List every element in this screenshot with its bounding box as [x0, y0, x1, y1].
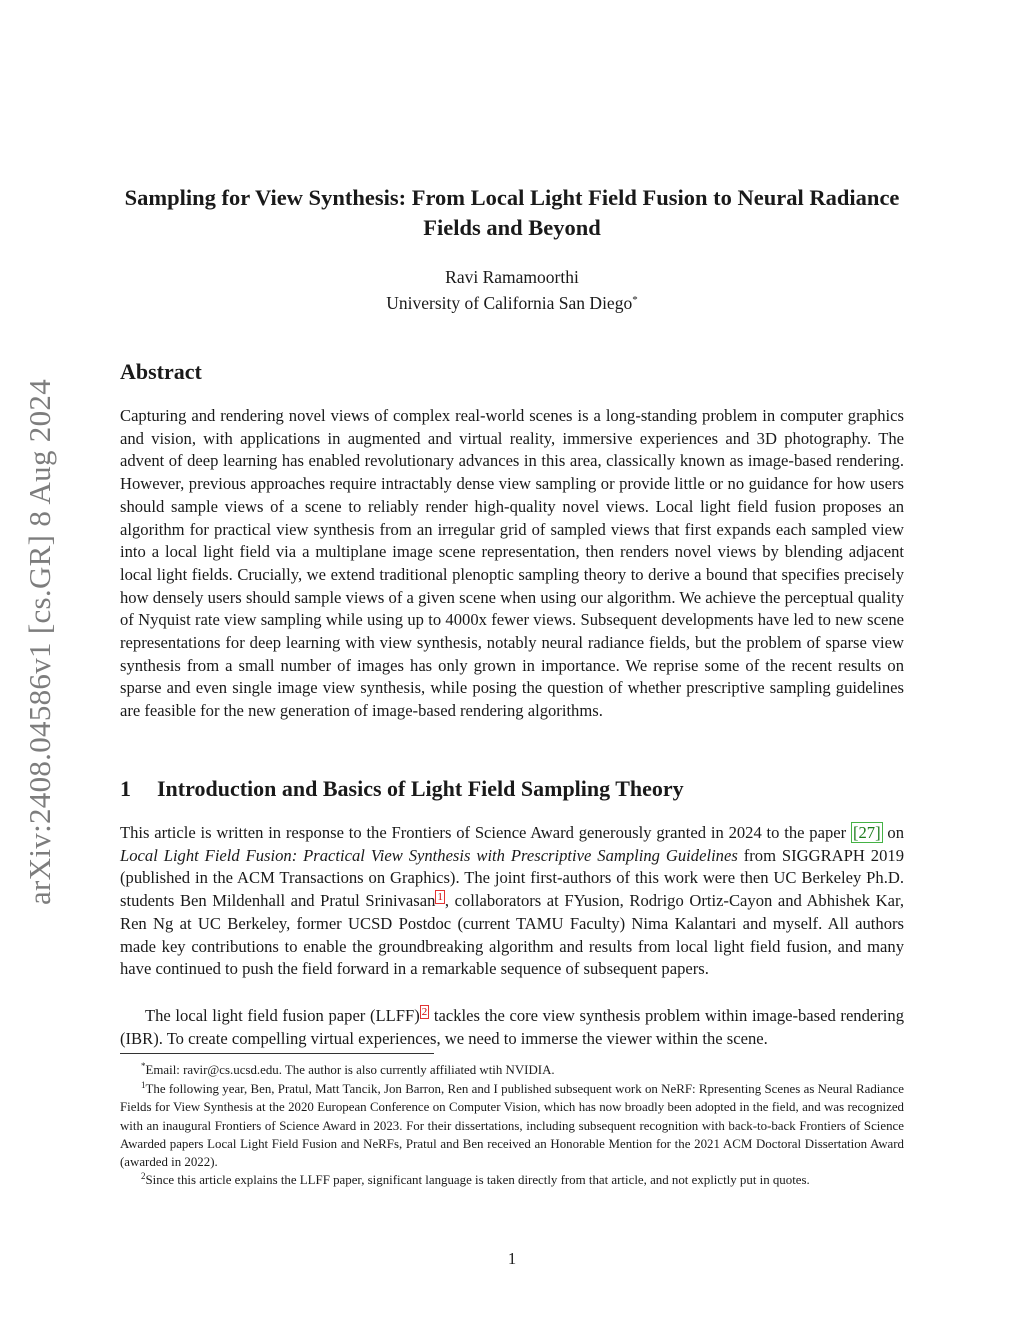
- page-number: 1: [507, 1249, 517, 1268]
- footnote-text: Since this article explains the LLFF paper, significant language is taken directly from that article, and not explictly put in quotes.: [145, 1173, 810, 1187]
- footnote-mark: 2: [141, 1171, 146, 1181]
- intro-text: The local light field fusion paper (LLFF): [145, 1006, 420, 1025]
- section-title: Introduction and Basics of Light Field Sampling Theory: [157, 776, 684, 801]
- intro-text: from SIGGRAPH 2019 (published in the ACM Transactions on Graphics). The joint first-authors of this work were then UC Berkeley Ph.D. students Ben Mildenhall and Pratul Srinivasan: [120, 845, 904, 911]
- section-number: 1: [120, 776, 131, 801]
- abstract-text: Capturing and rendering novel views of complex real-world scenes is a long-standing problem in computer graphics and vision, with applications in augmented and virtual reality, immersive experiences and 3D photography. The advent of deep learning has enabled revolutionary advances in this area, classically known as image-based rendering. However, previous approaches require intractably dense view sampling or provide little or no guidance for how users should sample views of a scene to reliably render high-quality novel views. Local light field fusion proposes an algorithm for practical view synthesis from an irregular grid of sampled views that first expands each sampled view into a local light field via a multiplane image scene representation, then renders novel views by blending adjacent local light fields. Crucially, we extend traditional plenoptic sampling theory to derive a bound that specifies precisely how densely users should sample views of a given scene when using our algorithm. We achieve the perceptual quality of Nyquist rate view sampling while using up to 4000x fewer views. Subsequent developments have led to new scene representations for deep learning with view synthesis, notably neural radiance fields, but the problem of sparse view synthesis from a small number of images has only grown in importance. We reprise some of the recent results on sparse and even single image view synthesis, while posing the question of whether prescriptive sampling guidelines are feasible for the new generation of image-based rendering algorithms.: [120, 406, 904, 721]
- intro-text: on: [882, 823, 904, 842]
- citation-link[interactable]: [27]: [852, 823, 881, 842]
- intro-text: tackles the core view synthesis problem within image-based rendering (IBR). To create compelling virtual experiences, we need to immerse the viewer within the scene.: [120, 1006, 904, 1048]
- arxiv-identifier: arXiv:2408.04586v1 [cs.GR] 8 Aug 2024: [22, 379, 57, 906]
- intro-text: This article is written in response to the Frontiers of Science Award generously granted in 2024 to the paper: [120, 823, 851, 842]
- affiliation-text: University of California San Diego: [386, 293, 633, 313]
- footnote-text: The following year, Ben, Pratul, Matt Tancik, Jon Barron, Ren and I published subsequent work on NeRF: Rpresenting Scenes as Neural Radiance Fields for View Synthesis at the 2020 European Conference on Computer Vision, which has now broadly been adopted in the field, and was recognized with an inaugural Frontiers of Science Award in 2023. For their dissertations, including subsequent recognition with back-to-back Frontiers of Science Awarded papers Local Light Field Fusion and NeRFs, Pratul and Ben received an Honorable Mention for the 2021 ACM Doctoral Dissertation Award (awarded in 2022).: [120, 1082, 904, 1170]
- affiliation-footnote-mark[interactable]: *: [632, 294, 638, 306]
- footnote-mark: 1: [141, 1080, 146, 1090]
- paper-title: Sampling for View Synthesis: From Local Light Field Fusion to Neural Radiance Fields and Beyond: [124, 185, 900, 240]
- section-heading: [120, 776, 684, 802]
- author-block: [120, 266, 904, 315]
- footnote-divider: [120, 1053, 434, 1054]
- intro-paragraph-1: [120, 822, 904, 981]
- footnote-1: [120, 1080, 904, 1171]
- footnote-affiliation: [120, 1061, 904, 1079]
- footnote-ref-2[interactable]: 2: [421, 1006, 428, 1018]
- footnote-2: [120, 1171, 904, 1189]
- abstract-heading: Abstract: [120, 359, 202, 384]
- paper-title-italic: Local Light Field Fusion: Practical View Synthesis with Prescriptive Sampling Guidelines: [120, 845, 738, 865]
- footnote-ref-1[interactable]: 1: [437, 891, 443, 904]
- footnote-mark: *: [141, 1061, 146, 1071]
- author-name: Ravi Ramamoorthi: [445, 267, 579, 287]
- author-affiliation: [120, 289, 904, 315]
- footnote-text: Email: ravir@cs.ucsd.edu. The author is also currently affiliated wtih NVIDIA.: [145, 1063, 555, 1077]
- intro-text: , collaborators at FYusion, Rodrigo Ortiz-Cayon and Abhishek Kar, Ren Ng at UC Berkeley, former UCSD Postdoc (current TAMU Faculty) Nima Kalantari and myself. All authors made key contributions to enable the groundbreaking algorithm and results from local light field fusion, and many have continued to push the field forward in a remarkable sequence of subsequent papers.: [120, 891, 904, 979]
- intro-paragraph-2: [120, 1005, 904, 1050]
